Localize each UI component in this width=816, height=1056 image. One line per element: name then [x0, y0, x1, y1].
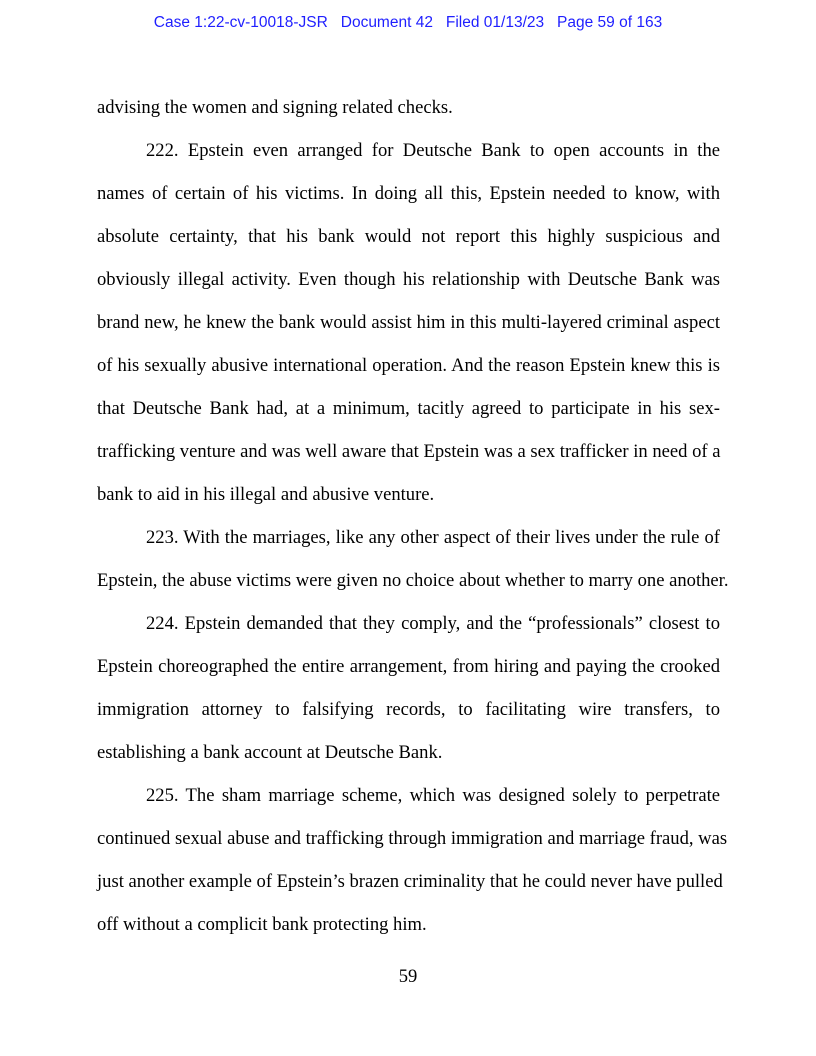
text-line: 224. Epstein demanded that they comply, and the “professionals” closest to: [146, 613, 720, 634]
paragraph: [97, 86, 720, 129]
text-line: just another example of Epstein’s brazen criminality that he could never have pulled: [97, 871, 723, 892]
text-line: of his sexually abusive international operation. And the reason Epstein knew this is: [97, 355, 720, 376]
page-number: 59: [398, 966, 418, 987]
text-line: absolute certainty, that his bank would not report this highly suspicious and: [97, 226, 720, 247]
document-number: Document 42: [340, 14, 433, 31]
text-line: establishing a bank account at Deutsche Bank.: [97, 742, 443, 763]
page-of-total: Page 59 of 163: [557, 14, 663, 31]
case-number: Case 1:22-cv-10018-JSR: [153, 14, 328, 31]
text-line: immigration attorney to falsifying records, to facilitating wire transfers, to: [97, 699, 720, 720]
text-line: names of certain of his victims. In doing all this, Epstein needed to know, with: [97, 183, 720, 204]
text-line: advising the women and signing related checks.: [97, 97, 453, 118]
filed-date: Filed 01/13/23: [445, 14, 545, 31]
text-line: bank to aid in his illegal and abusive venture.: [97, 484, 435, 505]
text-line: obviously illegal activity. Even though his relationship with Deutsche Bank was: [97, 269, 720, 290]
text-line: Epstein choreographed the entire arrangement, from hiring and paying the crooked: [97, 656, 720, 677]
text-line: continued sexual abuse and trafficking through immigration and marriage fraud, was: [97, 828, 728, 849]
text-line: 225. The sham marriage scheme, which was designed solely to perpetrate: [146, 785, 720, 806]
text-line: off without a complicit bank protecting him.: [97, 914, 427, 935]
text-line: trafficking venture and was well aware that Epstein was a sex trafficker in need of a: [97, 441, 721, 462]
text-line: 223. With the marriages, like any other aspect of their lives under the rule of: [146, 527, 720, 548]
paragraph: [97, 774, 728, 946]
text-line: 222. Epstein even arranged for Deutsche Bank to open accounts in the: [146, 140, 720, 161]
paragraph: [97, 602, 720, 774]
paragraph: [97, 516, 729, 602]
text-line: that Deutsche Bank had, at a minimum, tacitly agreed to participate in his sex-: [97, 398, 720, 419]
text-line: brand new, he knew the bank would assist him in this multi-layered criminal aspect: [97, 312, 720, 333]
case-header: [0, 14, 816, 32]
paragraph: [97, 129, 720, 516]
text-line: Epstein, the abuse victims were given no choice about whether to marry one another.: [97, 570, 729, 591]
document-body: [97, 86, 729, 946]
